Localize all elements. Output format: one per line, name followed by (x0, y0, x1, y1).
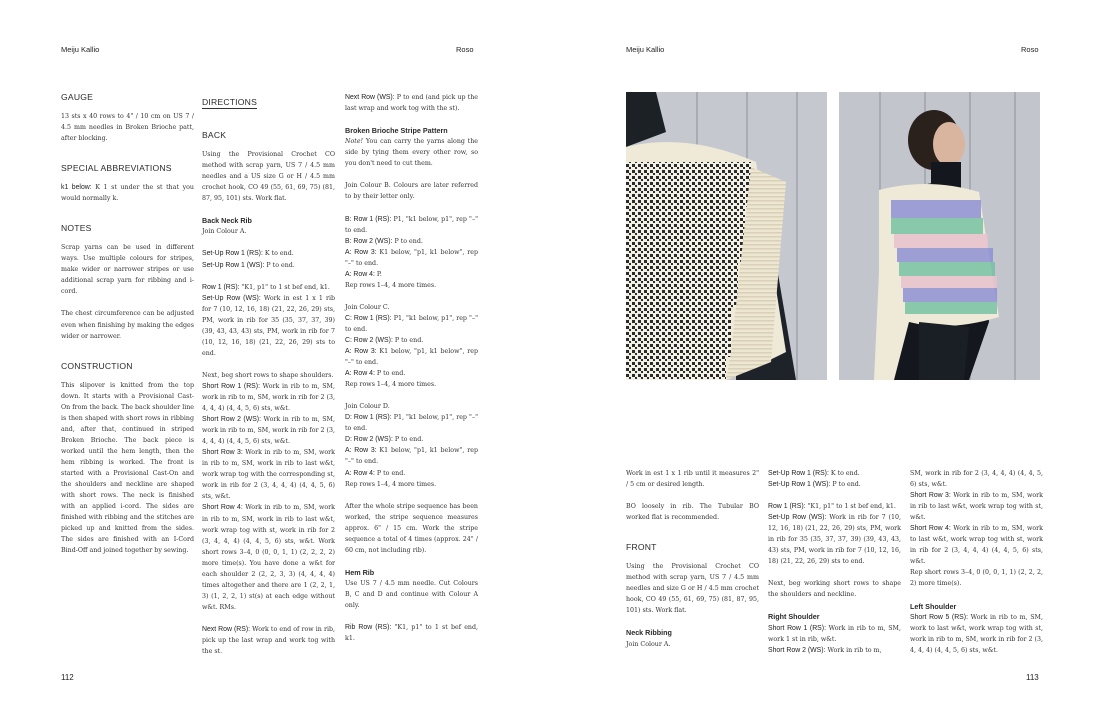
short-row-2: Short Row 2 (WS): Work in rib to m, SM, work in rib to m, SM, work in rib for 2 (3, 4, 4, 4) (4, 4, 5, 6) sts, w&t. (202, 416, 336, 446)
join-colour-d: Join Colour D. (345, 403, 390, 411)
work-rib-until: Work in est 1 x 1 rib until it measures 2" / 5 cm or desired length. (626, 470, 759, 489)
short-row-1: Short Row 1 (RS): Work in rib to m, SM, work in rib to m, SM, work in rib for 2 (3, 4, 4, 4) (4, 4, 5, 6) sts, w&t. (202, 382, 335, 413)
stripe-note: Note! You can carry the yarns along the side by tying them every other row, so you don't need to cut them. (345, 138, 478, 168)
hem-rib-heading: Hem Rib (345, 567, 375, 577)
broken-brioche-stripe-heading: Broken Brioche Stripe Pattern (345, 126, 448, 136)
special-abbreviations-heading: SPECIAL ABBREVIATIONS (61, 163, 172, 174)
right-shoulder-heading: Right Shoulder (768, 612, 820, 622)
d-a-row-3: A: Row 3: K1 below, "p1, k1 below", rep "–" to end. (345, 447, 478, 466)
page-number-right: 113 (1026, 673, 1039, 682)
short-row-4: Short Row 4: Work in rib to m, SM, work to last w&t, work wrap tog with st, work in rib for 2 (3, 4, 4, 4) (4, 4, 5, 6) sts, w&t. (910, 525, 1043, 566)
after-stripe-sequence: After the whole stripe sequence has been worked, the stripe sequence measures approx. 6" / 15 cm. Work the stripe sequence a total of 4 times (approx. 24" / 60 cm, not including rib). (345, 502, 478, 554)
setup-row-ws: Set-Up Row 1 (WS): P to end. (768, 481, 861, 489)
directions-heading: DIRECTIONS (202, 97, 257, 107)
join-colour-a: Join Colour A. (626, 640, 671, 648)
join-colour-a: Join Colour A. (202, 228, 247, 236)
c-a-row-4: A: Row 4: P to end. (345, 370, 406, 378)
back-intro: Using the Provisional Crochet CO method with scrap yarn, US 7 / 4.5 mm needles and a US size G or H / 4.5 mm crochet hook, CO 49 (55, 61, 69, 75) (81, 87, 95, 101) sts. Work flat. (202, 151, 335, 203)
short-row-2: Short Row 2 (WS): Work in rib to m, (768, 646, 882, 654)
notes-paragraph-2: The chest circumference can be adjusted even when finishing by making the edges wider or narrower. (61, 310, 194, 340)
short-row-2-continued: SM, work in rib for 2 (3, 4, 4, 4) (4, 4, 5, 6) sts, w&t. (910, 470, 1043, 489)
notes-heading: NOTES (61, 223, 92, 234)
photo-model-wearing (839, 92, 1040, 380)
photo-model-image (839, 92, 1040, 380)
construction-heading: CONSTRUCTION (61, 360, 133, 371)
running-head-author: Meiju Kallio (61, 45, 100, 54)
setup-row-rs: Set-Up Row 1 (RS): K to end. (202, 250, 294, 258)
b-row-1: B: Row 1 (RS): P1, "k1 below, p1", rep "–" to end. (345, 215, 478, 234)
next-row-ws: Next Row (WS): P to end (and pick up the last wrap and work tog with the st). (345, 94, 478, 113)
bind-off-text: BO loosely in rib. The Tubular BO worked flat is recommended. (626, 503, 759, 522)
left-column-1 (61, 92, 194, 567)
short-row-3: Short Row 3: Work in rib to m, SM, work in rib to last w&t, work wrap tog with st, w&t. (910, 492, 1043, 522)
join-colour-c: Join Colour C. (345, 303, 390, 311)
d-a-row-4: A: Row 4: P to end. (345, 469, 406, 477)
row-1-rs: Row 1 (RS): "K1, p1" to 1 st bef end, k1. (768, 503, 896, 511)
abbreviation-k1-below: k1 below: K 1 st under the st that you would normally k. (61, 184, 194, 203)
gauge-heading: GAUGE (61, 92, 94, 102)
neck-ribbing-heading: Neck Ribbing (626, 628, 672, 638)
back-neck-rib-heading: Back Neck Rib (202, 216, 252, 226)
a-row-4: A: Row 4: P. (345, 270, 382, 278)
running-head-author: Meiju Kallio (626, 45, 665, 54)
setup-row-ws-rib: Set-Up Row (WS): Work in rib for 7 (10, 12, 16, 18) (21, 22, 26, 29) sts, PM, work in rib for 35 (35, 37, 37, 39) (39, 43, 43, 43) sts, PM, work in rib for 7 (10, 12, 16, 18) (21, 22, 26, 29) sts to end. (768, 514, 902, 566)
short-row-4: Short Row 4: Work in rib to m, SM, work in rib to m, SM, work in rib to last w&t, work wrap tog with st, work in rib for 2 (3, 4, 4, 4) (4, 4, 5, 6) sts, w&t. Work short rows 3–4, 0 (0, 0, 1, 1) (2, 2, 2, 2) more time(s). You have done a w&t for each shoulder 2 (2, 2, 3, 3) (4, 4, 4, 4) times altogether and there are 1 (2, 2, 1, 3) (1, 2, 2, 1) st(s) at each edge without w&t. RMs. (202, 504, 335, 611)
short-row-5: Short Row 5 (RS): Work in rib to m, SM, work to last w&t, work wrap tog with st, work in rib to m, SM, work in rib for 2 (3, 4, 4, 4) (4, 4, 5, 6) sts, w&t. (910, 613, 1043, 654)
notes-paragraph-1: Scrap yarns can be used in different ways. Use multiple colours for stripes, make wider or narrower stripes or use additional scrap yarn for ribbing and i-cord. (61, 244, 194, 296)
repeat-c: Rep rows 1–4, 4 more times. (345, 381, 437, 389)
c-a-row-3: A: Row 3: K1 below, "p1, k1 below", rep "–" to end. (345, 348, 478, 367)
next-beg-short-rows: Next, beg short rows to shape shoulders. (202, 371, 334, 379)
row-1-rs: Row 1 (RS): "K1, p1" to 1 st bef end, k1. (202, 283, 330, 291)
left-column-3 (345, 92, 478, 655)
left-column-2 (202, 92, 335, 668)
setup-row-rs: Set-Up Row 1 (RS): K to end. (768, 470, 860, 477)
d-row-2: D: Row 2 (WS): P to end. (345, 436, 424, 444)
front-intro: Using the Provisional Crochet CO method with scrap yarn, US 7 / 4.5 mm needles and size G or H / 4.5 mm crochet hook, CO 49 (55, 61, 69, 75) (81, 87, 95, 101) sts. Work flat. (626, 563, 759, 615)
repeat-d: Rep rows 1–4, 4 more times. (345, 480, 437, 488)
setup-row-ws-rib: Set-Up Row (WS): Work in est 1 x 1 rib for 7 (10, 12, 16, 18) (21, 22, 26, 29) sts, PM, work in rib for 35 (35, 37, 37, 39) (39, 43, 43, 43) sts, PM, work in rib for 7 (10, 12, 16, 18) (21, 22, 26, 29) sts to end. (202, 294, 335, 357)
back-heading: BACK (202, 130, 227, 140)
front-heading: FRONT (626, 542, 657, 553)
d-row-1: D: Row 1 (RS): P1, "k1 below, p1", rep "–" to end. (345, 414, 478, 433)
c-row-2: C: Row 2 (WS): P to end. (345, 337, 424, 344)
right-column-3 (910, 468, 1043, 667)
left-shoulder-heading: Left Shoulder (910, 601, 957, 611)
rib-row-rs: Rib Row (RS): "K1, p1" to 1 st bef end, k1. (345, 624, 479, 643)
right-page (550, 0, 1100, 707)
short-row-1: Short Row 1 (RS): Work in rib to m, SM, work 1 st in rib, w&t. (768, 624, 901, 643)
next-beg-working: Next, beg working short rows to shape the shoulders and neckline. (768, 580, 901, 599)
repeat-b: Rep rows 1–4, 4 more times. (345, 281, 437, 289)
hem-rib-text: Use US 7 / 4.5 mm needle. Cut Colours B, C and D and continue with Colour A only. (345, 580, 478, 610)
a-row-3: A: Row 3: K1 below, "p1, k1 below", rep "–" to end. (345, 248, 478, 267)
photo-closeup-back (626, 92, 827, 380)
short-row-3: Short Row 3: Work in rib to m, SM, work in rib to m, SM, work in rib to last w&t, work wrap tog with the corresponding st, work in rib for 2 (3, 4, 4, 4) (4, 4, 5, 6) sts, w&t. (202, 449, 335, 501)
join-colour-b: Join Colour B. Colours are later referred to by their letter only. (345, 182, 478, 201)
right-column-2 (768, 468, 901, 656)
abbrev-label: k1 below: (61, 184, 92, 192)
b-row-2: B: Row 2 (WS): P to end. (345, 237, 423, 245)
right-column-1 (626, 468, 759, 661)
c-row-1: C: Row 1 (RS): P1, "k1 below, p1", rep "–" to end. (345, 314, 478, 333)
setup-row-ws: Set-Up Row 1 (WS): P to end. (202, 261, 295, 269)
photo-closeup-image (626, 92, 827, 380)
running-head-title: Roso (1021, 45, 1039, 54)
next-row-rs: Next Row (RS): Work to end of row in rib, pick up the last wrap and work tog with the st. (202, 625, 336, 656)
construction-text: This slipover is knitted from the top down. It starts with a Provisional Cast-On from the back. The back shoulder line is then shaped with short rows in ribbing and, after that, continued in striped Broken Brioche. The back piece is worked until the hem length, then the hem ribbing is worked. The front is started with a Provisional Cast-On and the shoulders and neckline are shaped with short rows. The neck is finished with an applied i-cord. The sides are finished with ribbing and the stitches are picked up and knitted from the sides. The sides are finished with an I-Cord Bind-Off and joined together by sewing. (61, 381, 194, 555)
gauge-text: 13 sts x 40 rows to 4" / 10 cm on US 7 / 4.5 mm needles in Broken Brioche patt, after blocking. (61, 113, 194, 143)
running-head-title: Roso (456, 45, 474, 54)
repeat-short-rows: Rep short rows 3–4, 0 (0, 0, 1, 1) (2, 2, 2, 2) more time(s). (910, 569, 1043, 588)
page-number-left: 112 (61, 673, 74, 682)
